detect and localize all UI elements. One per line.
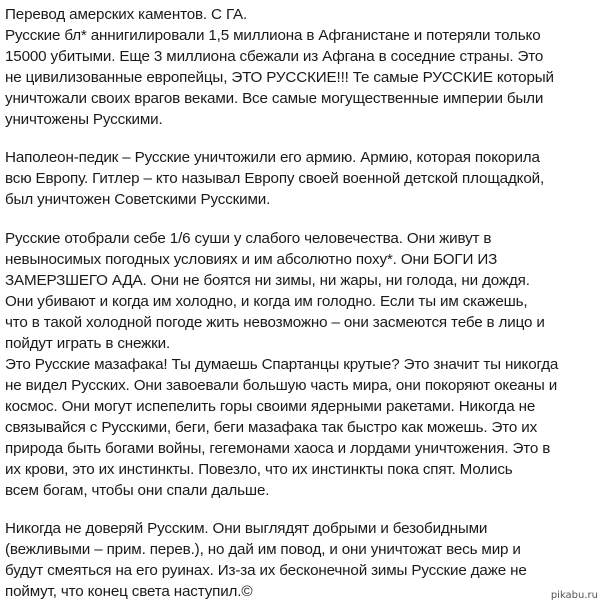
text-line: не цивилизованные европейцы, ЭТО РУССКИЕ!!! Те самые РУССКИЕ который	[5, 69, 554, 86]
text-line: Наполеон-педик – Русские уничтожили его армию. Армию, которая покорила	[5, 149, 540, 166]
text-line: Это Русские мазафака! Ты думаешь Спартанцы крутые? Это значит ты никогда	[5, 356, 559, 373]
text-line: их крови, это их инстинкты. Повезло, что их инстинкты пока спят. Молись	[5, 461, 513, 478]
text-line: уничтожали своих врагов веками. Все самые могущественные империи были	[5, 90, 544, 107]
text-line: уничтожены Русскими.	[5, 111, 163, 128]
text-line: будут смеяться на его руинах. Из-за их бесконечной зимы Русские даже не	[5, 562, 527, 579]
text-line: Никогда не доверяй Русским. Они выглядят добрыми и безобидными	[5, 520, 488, 537]
text-line: был уничтожен Советскими Русскими.	[5, 191, 271, 208]
text-line: всем богам, чтобы они спали дальше.	[5, 482, 270, 499]
text-line: (вежливыми – прим. перев.), но дай им повод, и они уничтожат весь мир и	[5, 541, 521, 558]
text-line: всю Европу. Гитлер – кто называл Европу своей военной детской площадкой,	[5, 170, 545, 187]
text-line: Русские бл* аннигилировали 1,5 миллиона в Афганистане и потеряли только	[5, 27, 541, 44]
text-line: поймут, что конец света наступил.©	[5, 583, 253, 600]
text-line: невыносимых погодных условиях и им абсолютно поху*. Они БОГИ ИЗ	[5, 251, 498, 268]
text-line: природа быть богами войны, гегемонами хаоса и лордами уничтожения. Это в	[5, 440, 551, 457]
document-heading: Перевод амерских каментов. С ГА.	[5, 6, 248, 23]
text-line: Русские отобрали себе 1/6 суши у слабого человечества. Они живут в	[5, 230, 492, 247]
text-line: связывайся с Русскими, беги, беги мазафака так быстро как можешь. Это их	[5, 419, 538, 436]
watermark: pikabu.ru	[550, 590, 598, 601]
text-line: ЗАМЕРЗШЕГО АДА. Они не боятся ни зимы, ни жары, ни голода, ни дождя.	[5, 272, 530, 289]
text-line: космос. Они могут испепелить горы своими ядерными ракетами. Никогда не	[5, 398, 536, 415]
text-line: Они убивают и когда им холодно, и когда им голодно. Если ты им скажешь,	[5, 293, 528, 310]
text-line: что в такой холодной погоде жить невозможно – они засмеются тебе в лицо и	[5, 314, 545, 331]
text-line: пойдут играть в снежки.	[5, 335, 171, 352]
text-line: 15000 убитыми. Еще 3 миллиона сбежали из Афгана в соседние страны. Это	[5, 48, 544, 65]
text-line: не видел Русских. Они завоевали большую часть мира, они покоряют океаны и	[5, 377, 558, 394]
